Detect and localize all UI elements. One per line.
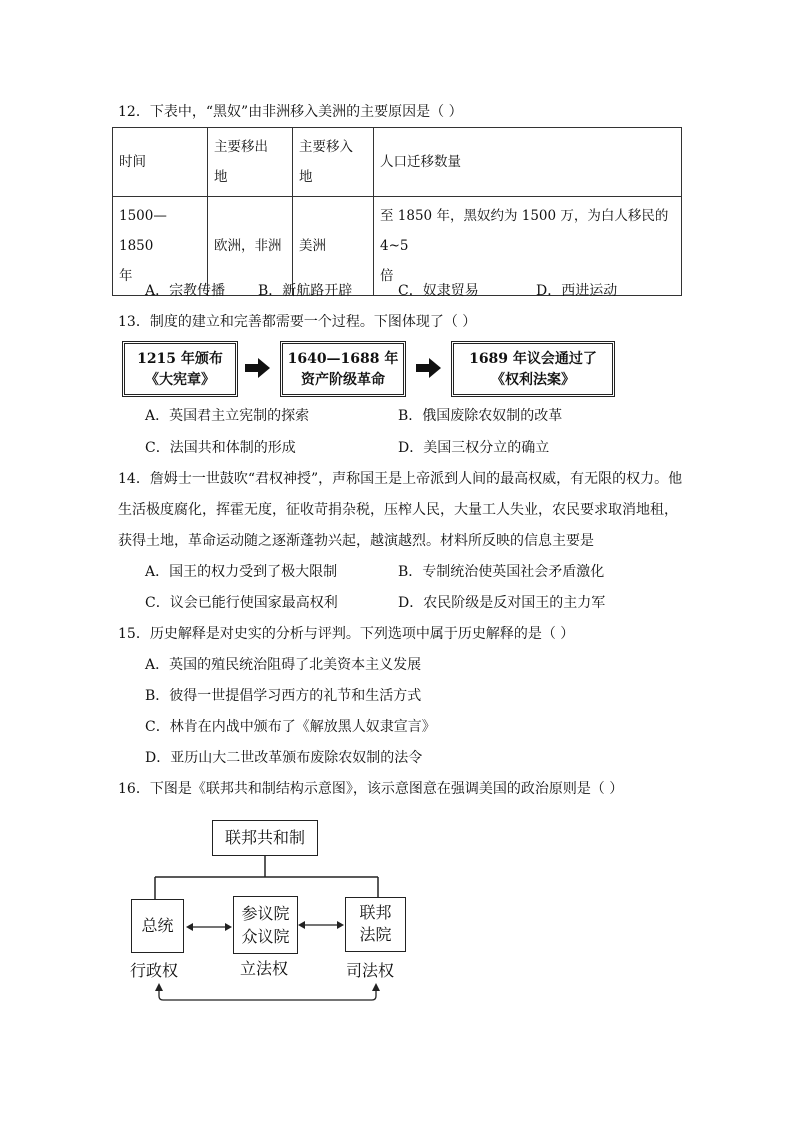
q14-option-b[interactable]: B．专制统治使英国社会矛盾激化	[398, 564, 605, 580]
q14-option-c[interactable]: C．议会已能行使国家最高权利	[145, 595, 338, 611]
q16-stem: 16．下图是《联邦共和制结构示意图》，该示意图意在强调美国的政治原则是（ ）	[118, 781, 624, 797]
flow-box-magna-carta: 1215 年颁布 《大宪章》	[122, 341, 238, 397]
q12-option-b[interactable]: B．新航路开辟	[258, 283, 353, 299]
q12-option-c[interactable]: C．奴隶贸易	[398, 283, 479, 299]
table-header-time: 时间	[113, 128, 208, 197]
congress-box: 参议院 众议院	[233, 896, 298, 954]
table-header-quantity: 人口迁移数量	[374, 128, 682, 197]
table-header-origin: 主要移出 地	[208, 128, 293, 197]
legislative-power-label: 立法权	[240, 959, 289, 978]
federal-court-box: 联邦 法院	[345, 897, 406, 952]
q14-option-a[interactable]: A．国王的权力受到了极大限制	[145, 564, 338, 580]
q13-option-a[interactable]: A．英国君主立宪制的探索	[145, 408, 310, 424]
q12-stem: 12．下表中，“黑奴”由非洲移入美洲的主要原因是（ ）	[118, 104, 463, 120]
table-cell-destination: 美洲	[293, 197, 374, 296]
double-arrow-icon-right	[298, 921, 344, 929]
q12-option-a[interactable]: A．宗教传播	[145, 283, 226, 299]
q14-stem-line-2: 生活极度腐化，挥霍无度，征收苛捐杂税，压榨人民，大量工人失业，农民要求取消地租，	[118, 502, 678, 518]
q14-stem-line-3: 获得土地，革命运动随之逐渐蓬勃兴起，越演越烈。材料所反映的信息主要是	[118, 533, 594, 549]
flow-box-bill-of-rights: 1689 年议会通过了 《权利法案》	[451, 341, 615, 397]
q13-option-b[interactable]: B．俄国废除农奴制的改革	[398, 408, 563, 424]
table-cell-time: 1500—1850 年	[113, 197, 208, 296]
q15-stem: 15．历史解释是对史实的分析与评判。下列选项中属于历史解释的是（ ）	[118, 626, 575, 642]
return-arrow-icon	[155, 983, 380, 1000]
table-cell-origin: 欧洲，非洲	[208, 197, 293, 296]
q15-option-b[interactable]: B．彼得一世提倡学习西方的礼节和生活方式	[145, 688, 422, 704]
table-header-destination: 主要移入 地	[293, 128, 374, 197]
q13-option-d[interactable]: D．美国三权分立的确立	[398, 440, 550, 456]
judicial-power-label: 司法权	[346, 961, 395, 980]
q15-option-d[interactable]: D．亚历山大二世改革颁布废除农奴制的法令	[145, 750, 423, 766]
federal-republic-box: 联邦共和制	[212, 820, 318, 856]
double-arrow-icon-left	[186, 923, 232, 931]
q12-option-d[interactable]: D．西进运动	[536, 283, 618, 299]
president-box: 总统	[131, 899, 184, 953]
q13-stem: 13．制度的建立和完善都需要一个过程。下图体现了（ ）	[118, 314, 477, 330]
executive-power-label: 行政权	[130, 961, 179, 980]
q15-option-a[interactable]: A．英国的殖民统治阻碍了北美资本主义发展	[145, 657, 422, 673]
q14-option-d[interactable]: D．农民阶级是反对国王的主力军	[398, 595, 606, 611]
q13-option-c[interactable]: C．法国共和体制的形成	[145, 440, 296, 456]
table-cell-quantity: 至 1850 年，黑奴约为 1500 万，为白人移民的 4~5 倍	[374, 197, 682, 296]
q14-stem-line-1: 14．詹姆士一世鼓吹“君权神授”，声称国王是上帝派到人间的最高权威，有无限的权力。他	[118, 471, 683, 487]
flow-box-revolution: 1640—1688 年 资产阶级革命	[280, 341, 406, 397]
q15-option-c[interactable]: C．林肯在内战中颁布了《解放黑人奴隶宣言》	[145, 719, 436, 735]
